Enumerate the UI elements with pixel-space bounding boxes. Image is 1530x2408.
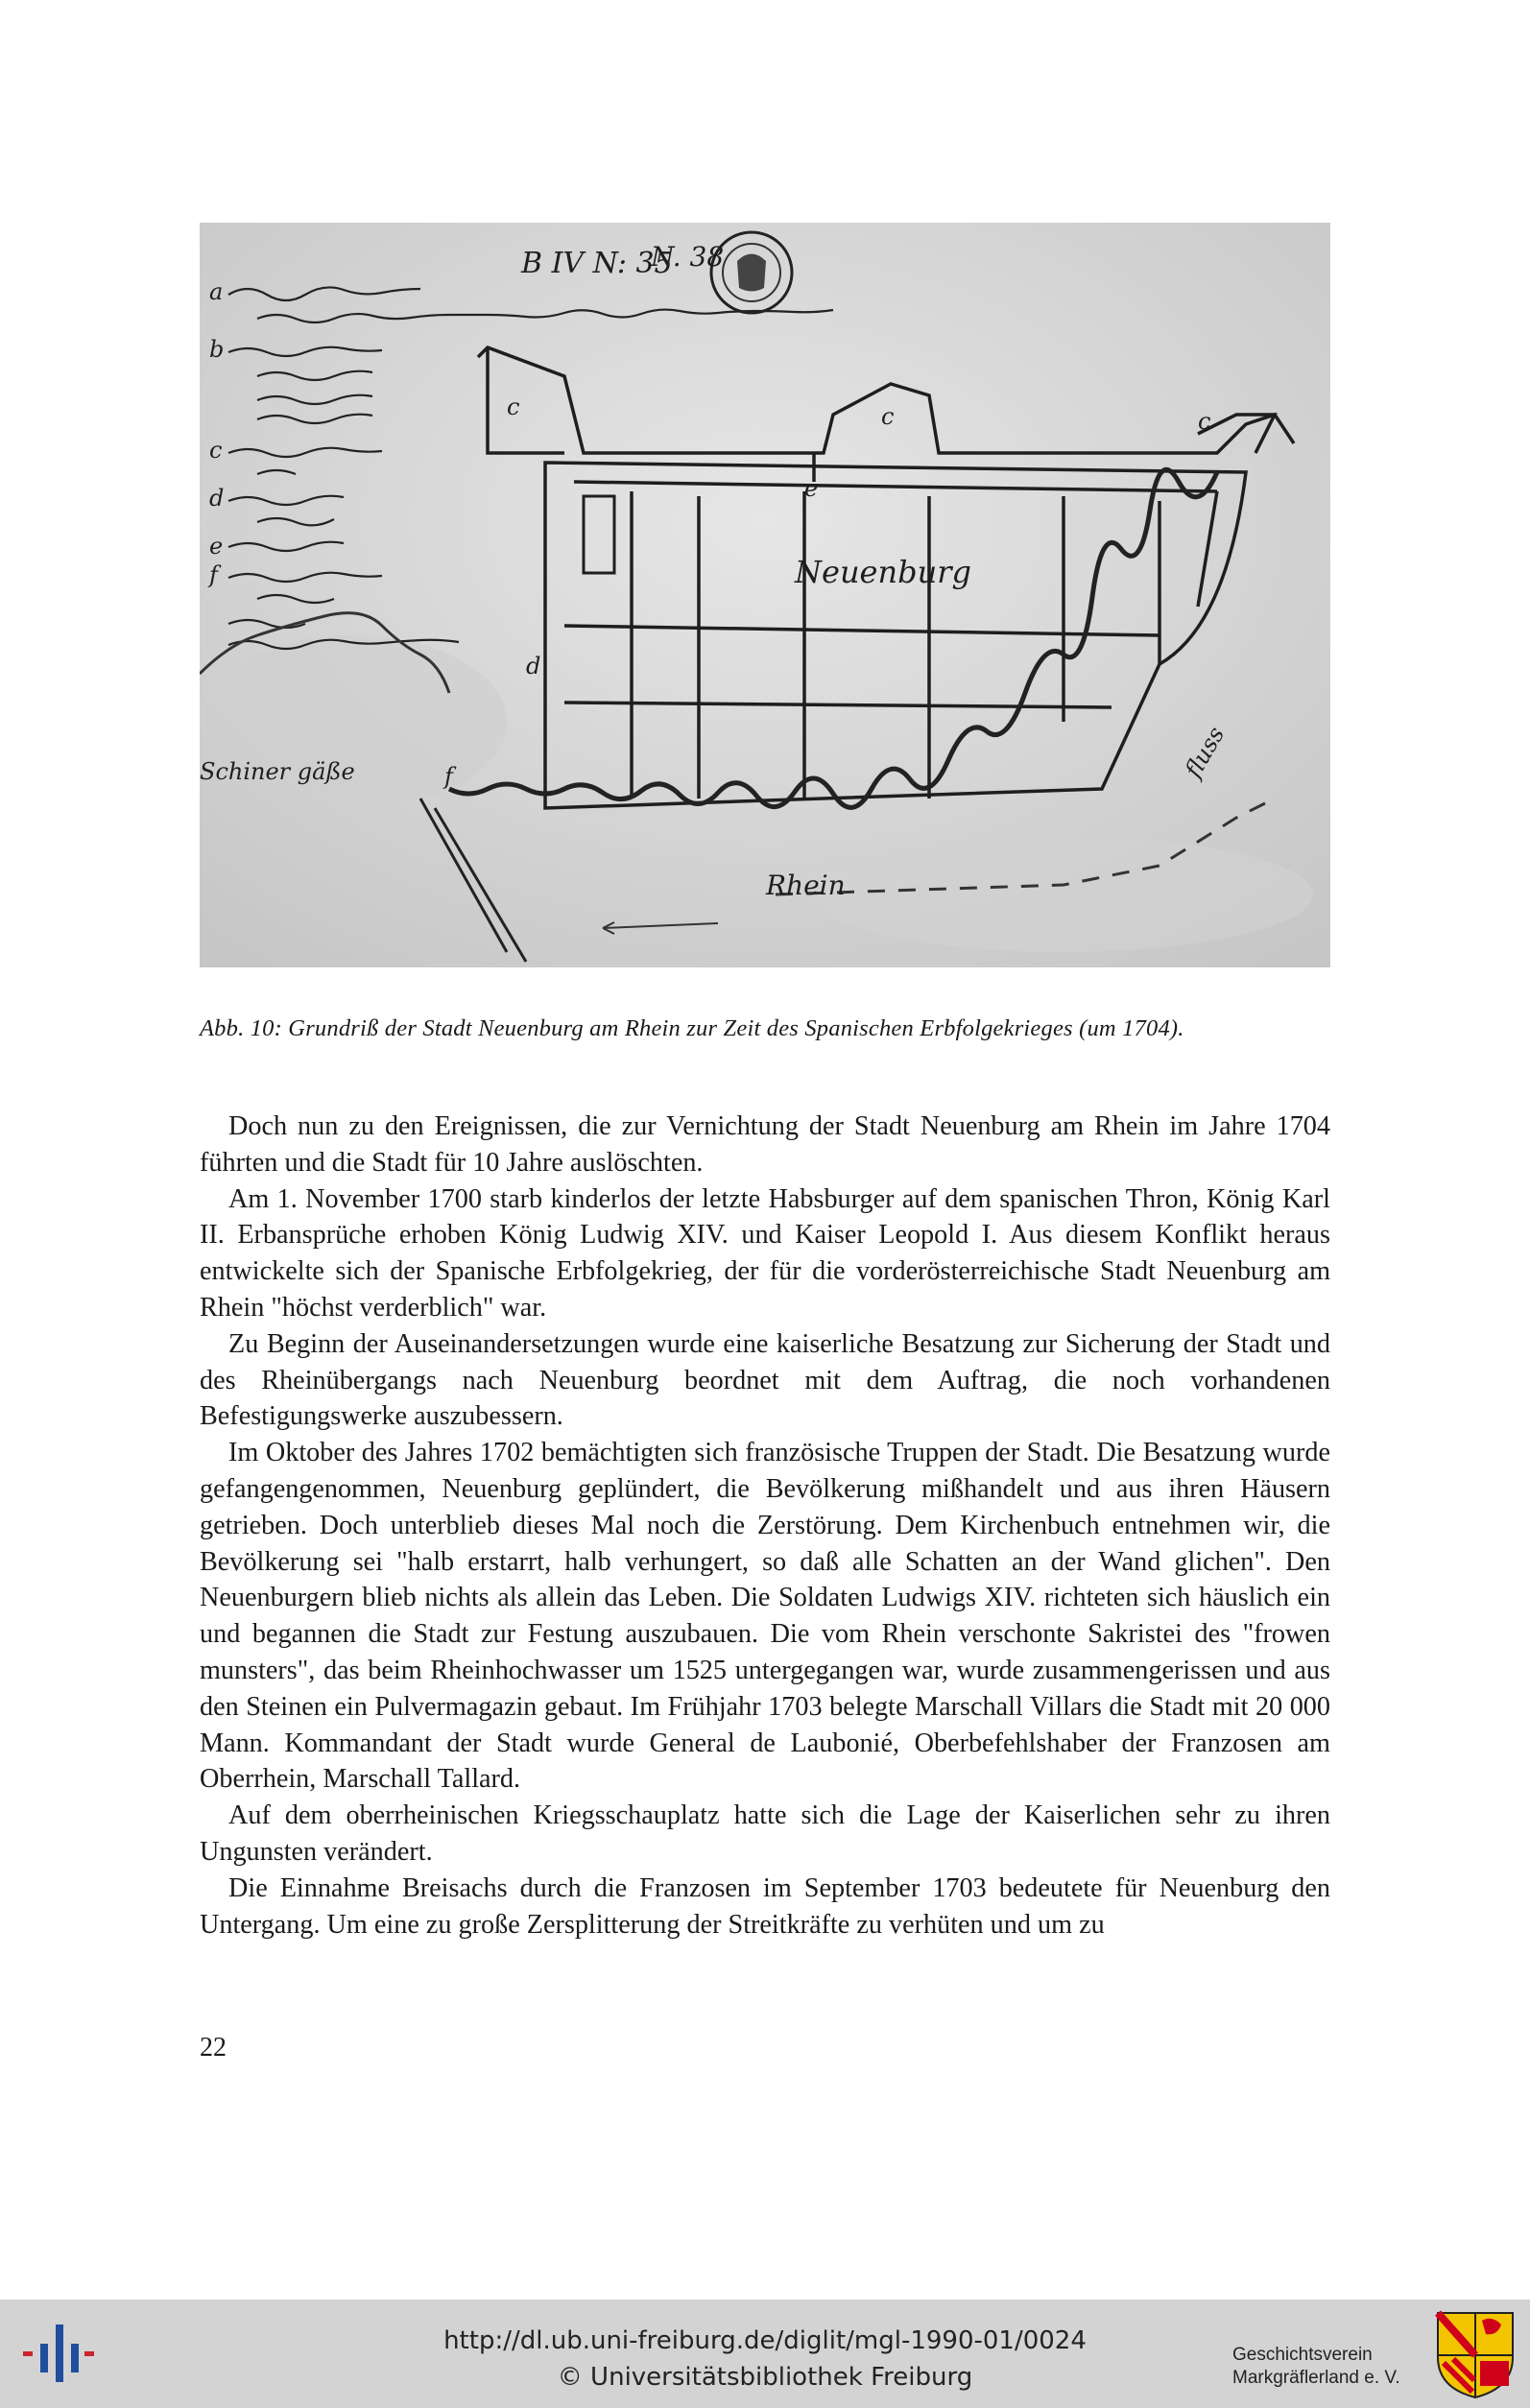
society-name (1232, 2344, 1424, 2390)
paragraph: Doch nun zu den Ereignissen, die zur Vernichtung der Stadt Neuenburg am Rhein im Jahre 1704 führten und die Stadt für 10 Jahre auslöschten. (200, 1111, 1330, 1178)
map-town-label: Neuenburg (795, 554, 971, 590)
svg-text:c: c (1198, 408, 1211, 435)
map-shelfmark: B IV N: 35 (521, 247, 673, 280)
svg-text:f: f (209, 561, 218, 588)
page-number: 22 (200, 2033, 227, 2062)
society-line-1: Geschichtsverein (1232, 2345, 1373, 2365)
svg-text:e: e (804, 475, 819, 502)
map-bank-note: Schiner gäße (200, 758, 355, 785)
paragraph: Im Oktober des Jahres 1702 bemächtigten sich französische Truppen der Stadt. Die Besatzung wurde gefangengenommen, Neuenburg geplündert, die Bevölkerung mißhandelt und aus ihren Häusern getrieben. Doch unterblieb dieses Mal noch die Zerstörung. Dem Kirchenbuch entnehmen wir, die Bevölkerung sei "halb erstarrt, halb verhungert, so daß alle Schatten an der Wand glichen". Den Neuenburgern blieb nichts als allein das Leben. Die Soldaten Ludwigs XIV. richteten sich häuslich ein und begannen die Stadt zur Festung auszubauen. Die vom Rhein verschonte Sakristei des "frowen munsters", das beim Rheinhochwasser um 1525 untergegangen war, wurde zusammengerissen und aus den Steinen ein Pulvermagazin gebaut. Im Frühjahr 1703 belegte Marschall Villars die Stadt mit 20 000 Mann. Kommandant der Stadt wurde General de Laubonié, Oberbefehlshaber der Franzosen am Oberrhein, Marschall Tallard. (200, 1438, 1330, 1795)
town-plan-sketch (200, 223, 1330, 967)
body-text (200, 1109, 1330, 1943)
svg-text:d: d (526, 653, 541, 679)
paragraph: Am 1. November 1700 starb kinderlos der letzte Habsburger auf dem spanischen Thron, König Karl II. Erbansprüche erhoben König Ludwig XIV. und Kaiser Leopold I. Aus diesem Konflikt heraus entwickelte sich der Spanische Erbfolgekrieg, der für die vorderösterreichische Stadt Neuenburg am Rhein "höchst verderblich" war. (200, 1183, 1330, 1323)
footer-bar (0, 2300, 1530, 2408)
figure-caption: Abb. 10: Grundriß der Stadt Neuenburg am Rhein zur Zeit des Spanischen Erbfolgekrieges (um 1704). (200, 1015, 1184, 1041)
map-side-river-label: fluss (1179, 722, 1231, 782)
svg-text:c: c (209, 437, 223, 464)
svg-text:b: b (209, 336, 225, 363)
map-river-label: Rhein (766, 870, 846, 901)
svg-text:f: f (444, 763, 453, 790)
paragraph: Auf dem oberrheinischen Kriegsschauplatz hatte sich die Lage der Kaiserlichen sehr zu ihren Ungunsten verändert. (200, 1800, 1330, 1867)
svg-text:d: d (209, 485, 225, 512)
svg-text:c: c (507, 393, 520, 420)
svg-text:c: c (881, 403, 895, 430)
paragraph: Die Einnahme Breisachs durch die Franzosen im September 1703 bedeutete für Neuenburg den Untergang. Um eine zu große Zersplitterung der Streitkräfte zu verhüten und um zu (200, 1872, 1330, 1940)
paragraph: Zu Beginn der Auseinandersetzungen wurde eine kaiserliche Besatzung zur Sicherung der Stadt und des Rheinübergangs nach Neuenburg beordnet mit dem Auftrag, die noch vorhandenen Befestigungswerke auszubessern. (200, 1328, 1330, 1432)
svg-text:a: a (209, 278, 224, 305)
map-number: N. 38 (651, 241, 725, 273)
document-url-link[interactable]: http://dl.ub.uni-freiburg.de/diglit/mgl-1990-01/0024 (443, 2326, 1087, 2355)
svg-text:e: e (209, 533, 224, 560)
town-plan-figure (200, 223, 1330, 967)
copyright-notice: © Universitätsbibliothek Freiburg (557, 2363, 973, 2392)
society-line-2: Markgräflerland e. V. (1232, 2368, 1400, 2388)
society-crest-icon (1434, 2309, 1517, 2399)
